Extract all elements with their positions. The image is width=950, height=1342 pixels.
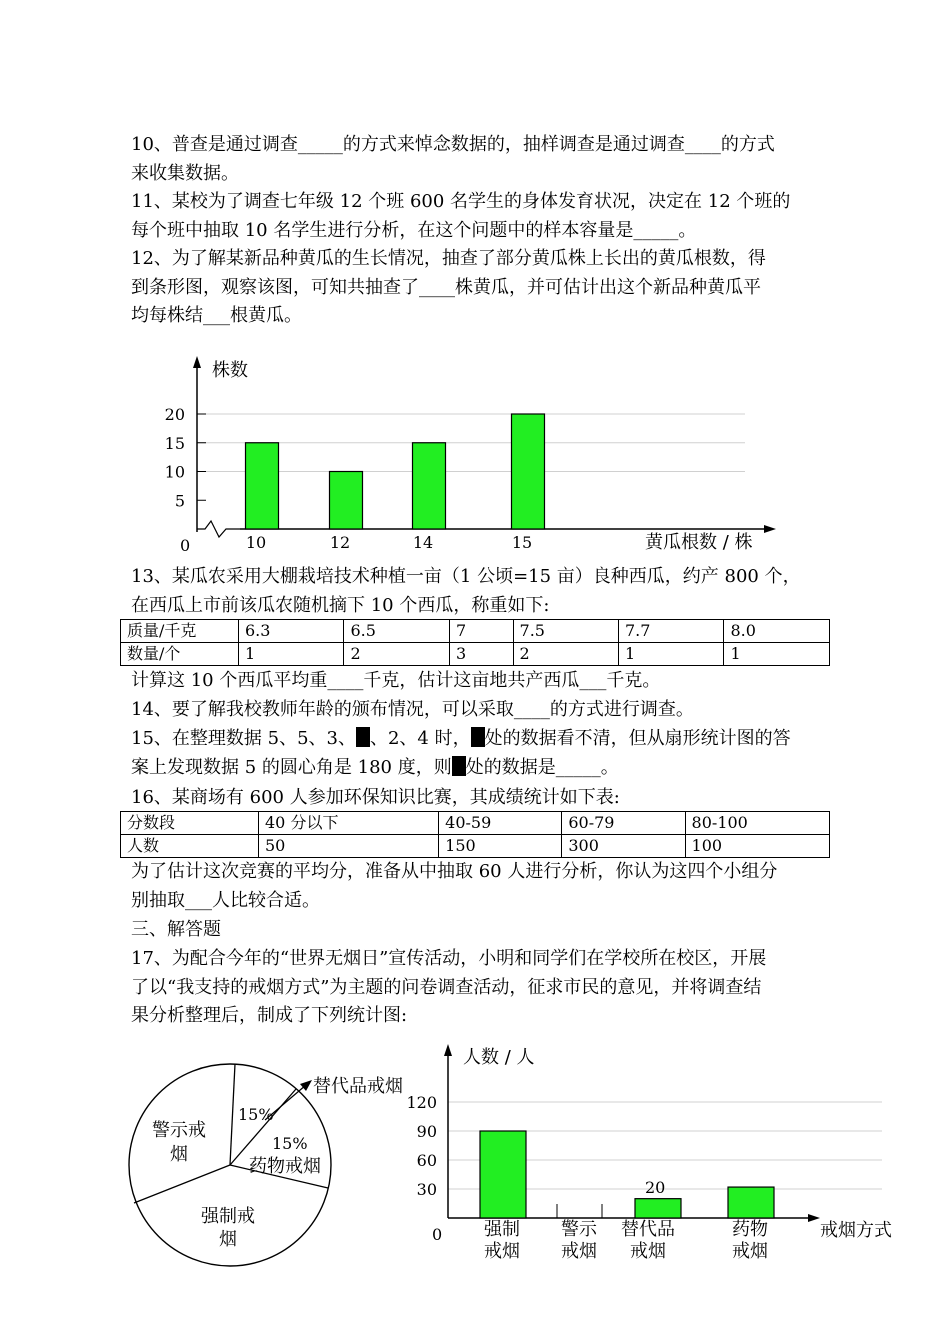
y-tick-label: 10 — [164, 462, 185, 482]
question-10 — [131, 131, 831, 188]
y-axis-arrow — [193, 356, 201, 368]
table-cell: 50 — [259, 835, 439, 858]
x-axis-label: 黄瓜根数 / 株 — [645, 532, 753, 553]
q15-text-b: 、2、4 时， — [369, 728, 471, 749]
category-label-subst-2: 戒烟 — [630, 1241, 666, 1262]
table-cell: 100 — [685, 835, 829, 858]
table-row — [121, 643, 830, 666]
x-tick-label: 12 — [329, 533, 351, 552]
table-cell: 1 — [619, 643, 724, 666]
section-3-title: 三、解答题 — [131, 919, 221, 940]
bar — [480, 1131, 526, 1218]
x-tick-label: 15 — [511, 533, 533, 552]
obscured-data-block — [356, 727, 370, 747]
pie-label-subst: 替代品戒烟 — [313, 1076, 403, 1097]
question-13-tail — [131, 667, 831, 696]
origin-label: 0 — [180, 536, 191, 555]
y-tick-label: 5 — [174, 491, 185, 511]
pie-label-force-2: 烟 — [219, 1229, 237, 1250]
question-15-line-1 — [131, 725, 831, 754]
category-label-warning-2: 戒烟 — [561, 1241, 597, 1262]
table-cell: 2 — [513, 643, 618, 666]
question-16-line-2: 为了估计这次竞赛的平均分，准备从中抽取 60 人进行分析，你认为这四个小组分 — [131, 861, 778, 882]
bar — [635, 1199, 681, 1218]
table-cell: 2 — [344, 643, 449, 666]
question-11-line-2: 每个班中抽取 10 名学生进行分析，在这个问题中的样本容量是_____。 — [131, 219, 697, 241]
obscured-data-block — [471, 727, 485, 747]
table-row — [121, 835, 830, 858]
question-12-line-3: 均每株结___根黄瓜。 — [131, 305, 302, 326]
table-cell: 3 — [449, 643, 513, 666]
y-tick-label: 15 — [164, 433, 185, 453]
question-13-line-1: 13、某瓜农采用大棚栽培技术种植一亩（1 公顷=15 亩）良种西瓜，约产 800 个， — [131, 566, 801, 587]
y-tick-label: 30 — [416, 1180, 437, 1199]
bar — [246, 443, 279, 529]
x-tick-label: 10 — [245, 533, 267, 552]
q15-text-a: 15、在整理数据 5、5、3、 — [131, 728, 356, 749]
bar — [413, 443, 446, 529]
table-cell: 1 — [724, 643, 830, 666]
question-15 — [131, 725, 831, 782]
table-cell: 300 — [562, 835, 685, 858]
question-17-line-2: 了以“我支持的戒烟方式”为主题的问卷调查活动，征求市民的意见，并将调查结 — [131, 976, 762, 998]
question-16-line-3: 别抽取___人比较合适。 — [131, 889, 320, 911]
q15-text-d: 案上发现数据 5 的圆心角是 180 度，则 — [131, 756, 452, 778]
table-cell: 150 — [439, 835, 562, 858]
table-cell: 6.3 — [239, 620, 344, 643]
question-12-line-2: 到条形图，观察该图，可知共抽查了____株黄瓜，并可估计出这个新品种黄瓜平 — [131, 276, 761, 298]
table-cell: 8.0 — [724, 620, 830, 643]
table-cell: 6.5 — [344, 620, 449, 643]
question-17-line-1: 17、为配合今年的“世界无烟日”宣传活动，小明和同学们在学校所在校区，开展 — [131, 948, 767, 969]
section-heading — [131, 916, 831, 945]
y-axis-label: 株数 — [212, 360, 248, 381]
question-13-line-3: 计算这 10 个西瓜平均重____千克，估计这亩地共产西瓜___千克。 — [131, 670, 661, 691]
category-label-force-1: 强制 — [484, 1219, 520, 1240]
table-cell: 分数段 — [121, 812, 259, 835]
question-16-tail — [131, 858, 831, 915]
bar — [512, 414, 545, 529]
table-cell: 1 — [239, 643, 344, 666]
category-label-drug-1: 药物 — [732, 1219, 768, 1240]
question-12-line-1: 12、为了解某新品种黄瓜的生长情况，抽查了部分黄瓜株上长出的黄瓜根数，得 — [131, 248, 766, 269]
y-tick-label: 90 — [416, 1122, 437, 1141]
question-13 — [131, 563, 831, 620]
cucumber-bar-chart — [0, 350, 950, 560]
x-axis-arrow — [808, 1214, 820, 1222]
score-table — [120, 811, 830, 858]
table-cell: 60-79 — [562, 812, 685, 835]
question-14 — [131, 696, 831, 725]
table-row — [121, 812, 830, 835]
table-cell: 7.7 — [619, 620, 724, 643]
category-label-drug-2: 戒烟 — [732, 1241, 768, 1262]
table-cell: 40-59 — [439, 812, 562, 835]
table-cell: 80-100 — [685, 812, 829, 835]
pie-pct-subst: 15% — [238, 1105, 274, 1124]
table-cell: 40 分以下 — [259, 812, 439, 835]
question-11-line-1: 11、某校为了调查七年级 12 个班 600 名学生的身体发育状况，决定在 12 个班的 — [131, 191, 791, 212]
watermelon-table — [120, 619, 830, 666]
table-cell: 质量/千克 — [121, 620, 239, 643]
question-17-line-3: 果分析整理后，制成了下列统计图: — [131, 1005, 408, 1026]
question-13-line-2: 在西瓜上市前该瓜农随机摘下 10 个西瓜，称重如下: — [131, 594, 550, 616]
table-row — [121, 620, 830, 643]
pie-label-drug: 药物戒烟 — [249, 1156, 321, 1177]
table-cell: 人数 — [121, 835, 259, 858]
smoking-bar-chart — [400, 1035, 900, 1270]
y-axis-arrow — [444, 1044, 452, 1056]
category-label-force-2: 戒烟 — [484, 1241, 520, 1262]
question-16-line-1: 16、某商场有 600 人参加环保知识比赛，其成绩统计如下表: — [131, 787, 620, 808]
question-16 — [131, 784, 831, 813]
x-axis-label: 戒烟方式 — [820, 1220, 892, 1241]
y-axis-label: 人数 / 人 — [463, 1047, 535, 1068]
y-tick-label: 60 — [416, 1151, 437, 1170]
q15-text-c: 处的数据看不清，但从扇形统计图的答 — [484, 728, 791, 749]
table-cell: 7 — [449, 620, 513, 643]
axis-break — [197, 521, 240, 537]
bar — [330, 472, 363, 530]
bar-data-label: 20 — [645, 1178, 666, 1197]
question-12 — [131, 245, 831, 331]
question-15-line-2 — [131, 754, 831, 783]
x-tick-label: 14 — [412, 533, 434, 552]
question-10-line-1: 10、普查是通过调查_____的方式来悼念数据的，抽样调查是通过调查____的方式 — [131, 134, 775, 155]
question-17 — [131, 945, 831, 1031]
table-cell: 数量/个 — [121, 643, 239, 666]
x-axis-arrow — [764, 525, 776, 533]
table-cell: 7.5 — [513, 620, 618, 643]
y-tick-label: 120 — [406, 1093, 437, 1112]
question-10-line-2: 来收集数据。 — [131, 162, 239, 184]
question-14-line-1: 14、要了解我校教师年龄的颁布情况，可以采取____的方式进行调查。 — [131, 699, 694, 720]
y-tick-label: 20 — [164, 405, 185, 424]
question-11 — [131, 188, 831, 245]
pie-pct-drug: 15% — [272, 1134, 308, 1153]
category-label-subst-1: 替代品 — [621, 1219, 675, 1240]
obscured-data-block — [452, 756, 466, 776]
bar — [728, 1187, 774, 1218]
pie-label-force-1: 强制戒 — [201, 1206, 255, 1227]
q15-text-e: 处的数据是_____。 — [465, 756, 619, 778]
pie-label-warning-1: 警示戒 — [152, 1120, 206, 1141]
smoking-pie-chart — [0, 1040, 420, 1280]
category-label-warning-1: 警示 — [561, 1219, 597, 1240]
origin-label: 0 — [432, 1225, 443, 1244]
pie-label-warning-2: 烟 — [170, 1144, 188, 1165]
